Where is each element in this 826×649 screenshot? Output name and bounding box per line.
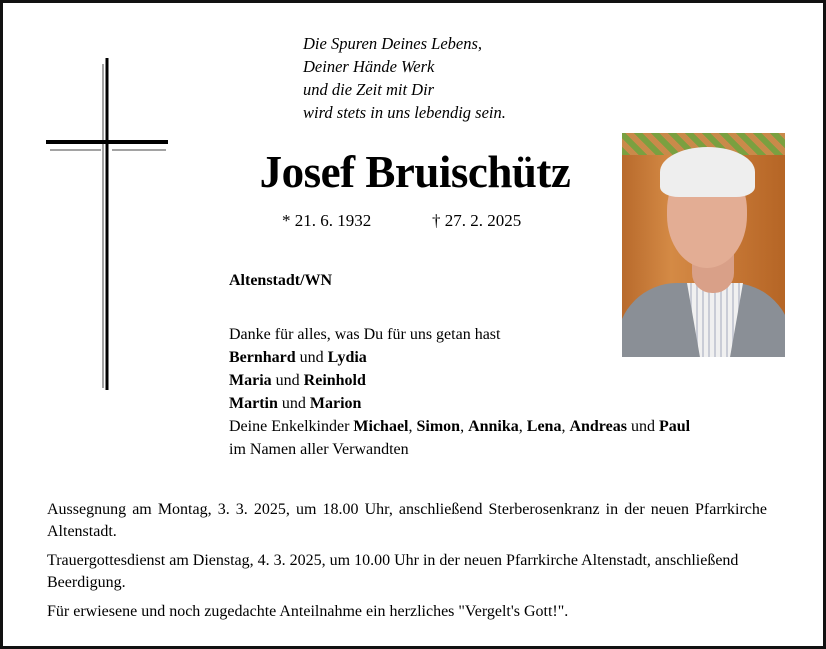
verse-line: und die Zeit mit Dir (303, 80, 435, 99)
family-name: Michael (353, 418, 409, 435)
family-name: Martin (229, 395, 278, 412)
thanks-text: Danke für alles, was Du für uns getan hast (229, 326, 501, 343)
birth-date: * 21. 6. 1932 (282, 211, 372, 230)
thanks-text: und (626, 418, 659, 435)
portrait-photo (622, 133, 785, 357)
verse-line: wird stets in uns lebendig sein. (303, 103, 506, 122)
thanks-text: , (408, 418, 417, 435)
family-name: Simon (416, 418, 461, 435)
thanks-line (229, 369, 690, 392)
thanks-text: , (518, 418, 527, 435)
funeral-service-info: Trauergottesdienst am Dienstag, 4. 3. 2025, um 10.00 Uhr in der neuen Pfarrkirche Altenstadt, anschließend Beerdigung. (47, 552, 739, 591)
death-date: † 27. 2. 2025 (432, 211, 522, 230)
family-name: Lena (526, 418, 562, 435)
thanks-line (229, 323, 690, 346)
thanks-text: und (295, 349, 328, 366)
blessing-info: Aussegnung am Montag, 3. 3. 2025, um 18.00 Uhr, anschließend Sterberosenkranz in der neuen Pfarrkirche Altenstadt. (47, 501, 767, 540)
family-name: Paul (658, 418, 691, 435)
gratitude-note: Für erwiesene und noch zugedachte Anteilnahme ein herzliches "Vergelt's Gott!". (47, 603, 569, 620)
verse (303, 32, 506, 124)
thanks-text: im Namen aller Verwandten (229, 441, 409, 458)
thanks-text: , (561, 418, 570, 435)
family-name: Reinhold (303, 372, 366, 389)
family-name: Annika (468, 418, 519, 435)
thanks-line (229, 415, 690, 438)
thanks-block (229, 323, 690, 461)
deceased-name: Josef Bruischütz (259, 147, 571, 197)
family-name: Maria (229, 372, 272, 389)
thanks-line (229, 346, 690, 369)
thanks-text: und (277, 395, 310, 412)
verse-line: Deiner Hände Werk (303, 57, 435, 76)
cross-icon (46, 58, 170, 390)
hometown: Altenstadt/WN (229, 272, 333, 289)
family-name: Marion (309, 395, 362, 412)
verse-line: Die Spuren Deines Lebens, (303, 34, 483, 53)
thanks-text: , (460, 418, 469, 435)
thanks-text: Deine Enkelkinder (229, 418, 354, 435)
thanks-line (229, 392, 690, 415)
thanks-text: und (271, 372, 304, 389)
thanks-line (229, 438, 690, 461)
family-name: Bernhard (229, 349, 296, 366)
family-name: Andreas (569, 418, 627, 435)
family-name: Lydia (327, 349, 367, 366)
